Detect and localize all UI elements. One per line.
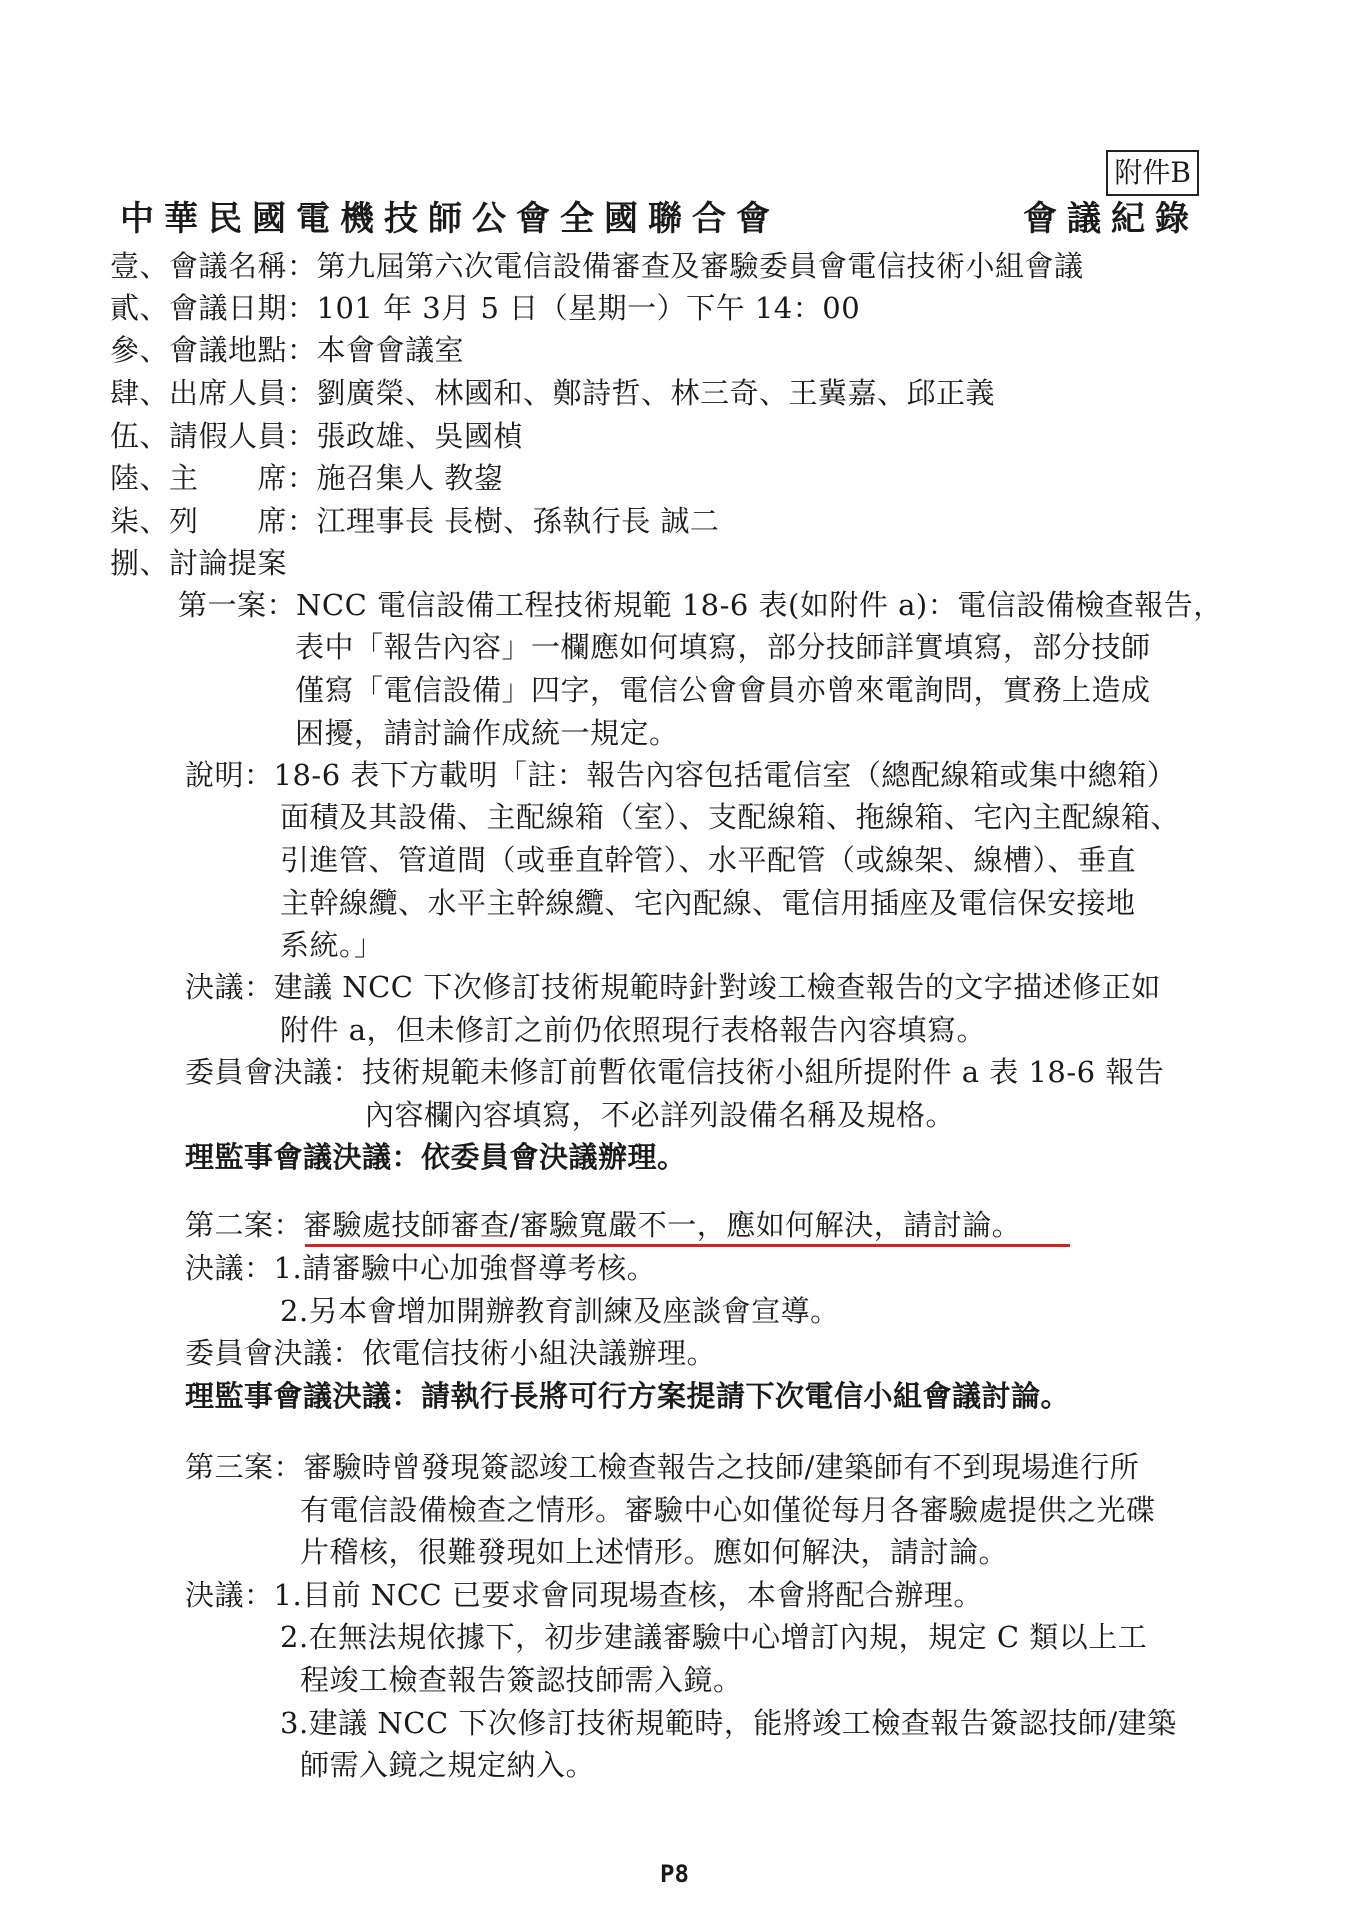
case3-resolution-line: 程竣工檢查報告簽認技師需入鏡。 [300,1663,743,1697]
item-observers: 柒、列 席：江理事長 長樹、孫執行長 誠二 [110,504,720,538]
org-title: 中華民國電機技師公會全國聯合會 [120,199,780,239]
case1-explanation-line: 主幹線纜、水平主幹線纜、宅內配線、電信用插座及電信保安接地 [280,886,1136,920]
case3-resolution-line: 2.在無法規依據下，初步建議審驗中心增訂內規，規定 C 類以上工 [280,1620,1148,1654]
case2-resolution-line: 2.另本會增加開辦教育訓練及座談會宣導。 [280,1294,840,1328]
case1-explanation: 說明：18-6 表下方載明「註：報告內容包括電信室（總配線箱或集中總箱） [185,758,1177,792]
case1-explanation-line: 系統。」 [280,928,384,962]
item-discussion-heading: 捌、討論提案 [110,546,288,580]
item-meeting-name: 壹、會議名稱：第九屆第六次電信設備審查及審驗委員會電信技術小組會議 [110,249,1084,283]
case1-explanation-line: 面積及其設備、主配線箱（室）、支配線箱、拖線箱、宅內主配線箱、 [280,800,1181,834]
case1-committee-resolution: 委員會決議：技術規範未修訂前暫依電信技術小組所提附件 a 表 18-6 報告 [185,1055,1165,1089]
case1-line: 僅寫「電信設備」四字，電信公會會員亦曾來電詢問，實務上造成 [295,673,1151,707]
item-absentees: 伍、請假人員：張政雄、吳國楨 [110,419,524,453]
case3-resolution-line: 師需入鏡之規定納入。 [300,1748,596,1782]
attachment-label: 附件B [1106,150,1199,196]
case3-resolution-line: 3.建議 NCC 下次修訂技術規範時，能將竣工檢查報告簽認技師/建築 [280,1706,1177,1740]
doc-type: 會議紀錄 [1023,199,1199,239]
case3-resolution: 決議：1.目前 NCC 已要求會同現場查核，本會將配合辦理。 [185,1578,983,1612]
case2-title: 第二案：審驗處技師審查/審驗寬嚴不一，應如何解決，請討論。 [185,1208,1022,1242]
item-meeting-place: 參、會議地點：本會會議室 [110,333,465,367]
case1-board-resolution: 理監事會議決議：依委員會決議辦理。 [185,1140,687,1174]
item-attendees: 肆、出席人員：劉廣榮、林國和、鄭詩哲、林三奇、王冀嘉、邱正義 [110,376,996,410]
case3-line: 有電信設備檢查之情形。審驗中心如僅從每月各審驗處提供之光碟 [300,1493,1156,1527]
page-number: P8 [660,1860,689,1888]
case1-line: 困擾，請討論作成統一規定。 [295,716,679,750]
case1-committee-resolution-line: 內容欄內容填寫，不必詳列設備名稱及規格。 [365,1098,956,1132]
case2-resolution: 決議：1.請審驗中心加強督導考核。 [185,1251,657,1285]
document-title [120,196,1199,242]
case2-committee-resolution: 委員會決議：依電信技術小組決議辦理。 [185,1336,717,1370]
item-meeting-date: 貳、會議日期：101 年 3月 5 日（星期一）下午 14：00 [110,291,861,325]
case1-explanation-line: 引進管、管道間（或垂直幹管）、水平配管（或線架、線槽）、垂直 [280,843,1137,877]
case3-line: 片稽核，很難發現如上述情形。應如何解決，請討論。 [300,1535,1009,1569]
case1-resolution: 決議：建議 NCC 下次修訂技術規範時針對竣工檢查報告的文字描述修正如 [185,970,1161,1004]
case1-title: 第一案：NCC 電信設備工程技術規範 18-6 表(如附件 a)：電信設備檢查報告， [178,588,1223,622]
case3-title: 第三案：審驗時曾發現簽認竣工檢查報告之技師/建築師有不到現場進行所 [185,1450,1140,1484]
item-chair: 陸、主 席：施召集人 教鋆 [110,461,504,495]
red-underline [305,1244,1070,1247]
case1-resolution-line: 附件 a，但未修訂之前仍依照現行表格報告內容填寫。 [280,1013,987,1047]
case1-line: 表中「報告內容」一欄應如何填寫，部分技師詳實填寫，部分技師 [295,630,1151,664]
case2-board-resolution: 理監事會議決議：請執行長將可行方案提請下次電信小組會議討論。 [185,1379,1071,1413]
